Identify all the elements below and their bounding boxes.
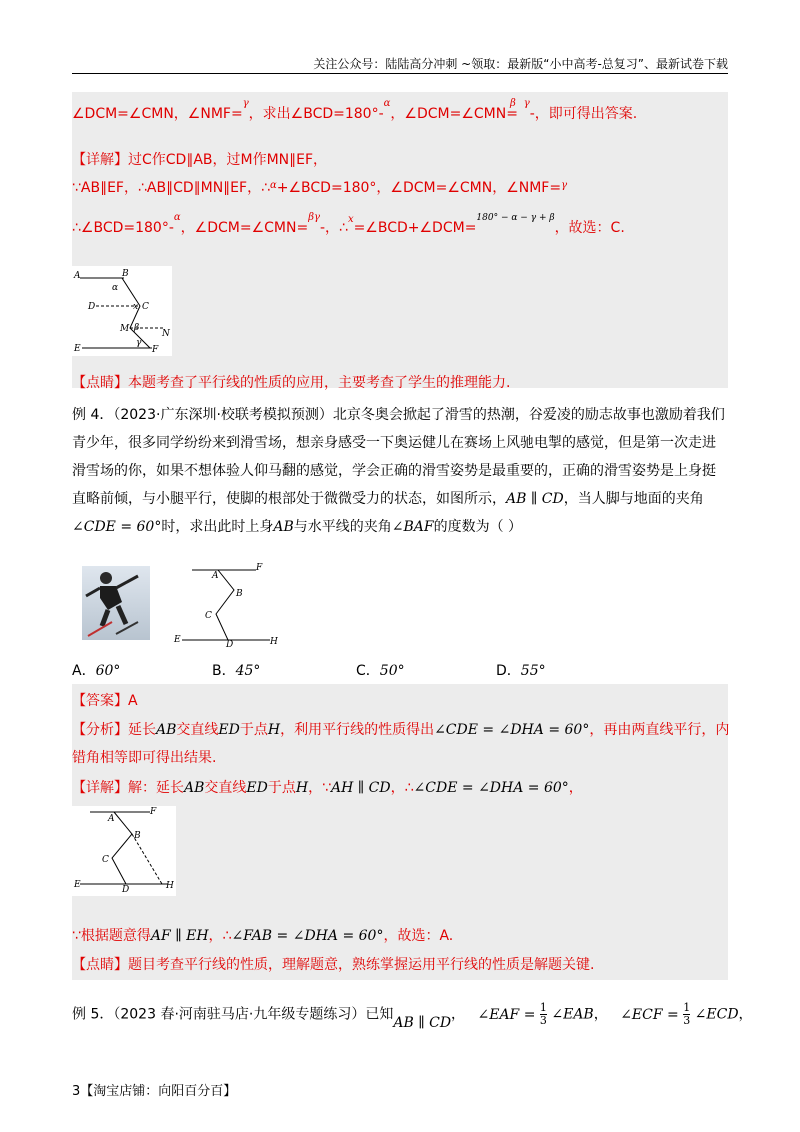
answer-line: 【答案】A	[72, 693, 138, 709]
fig1-label-alpha: α	[112, 283, 119, 293]
analysis-line-1: 【分析】延长AB交直线ED于点H，利用平行线的性质得出∠CDE = ∠DHA = 60°，再由两直线平行，内	[72, 722, 730, 738]
figure-skier-lines	[172, 562, 282, 648]
fig2-label-A: A	[212, 571, 219, 581]
figure-parallel-zigzag	[72, 266, 172, 356]
fig2-label-C: C	[205, 611, 212, 621]
fig1-label-B: B	[122, 269, 129, 279]
detail4-line-2: ∵根据题意得AF ∥ EH，∴∠FAB = ∠DHA = 60°，故选：A.	[72, 928, 454, 944]
example4-line-5: ∠CDE = 60°时，求出此时上身AB与水平线的夹角∠BAF的度数为（ ）	[72, 519, 523, 535]
fig1-label-x: x	[133, 302, 139, 312]
fig3-label-B: B	[134, 831, 141, 841]
comment-line-example4: 【点睛】题目考查平行线的性质，理解题意，熟练掌握运用平行线的性质是解题关键.	[72, 957, 595, 973]
fig2-label-B: B	[236, 589, 243, 599]
page-header: 关注公众号：陆陆高分冲刺 ~领取：最新版“小中高考-总复习”、最新试卷下载	[313, 57, 728, 71]
fig1-label-E: E	[74, 344, 81, 354]
header-rule	[72, 73, 728, 74]
fraction-one-third-1: $\frac{1}{3}$	[539, 1001, 547, 1027]
fig1-label-M: M	[120, 324, 130, 334]
example4-line-4: 直略前倾，与小腿平行，使脚的根部处于微微受力的状态，如图所示，AB ∥ CD，当人脚与地面的夹角	[72, 491, 704, 507]
option-a[interactable]: A．60°	[72, 663, 121, 679]
fig3-label-E: E	[74, 880, 81, 890]
example4-line-3: 滑雪场的你，如果不想体验人仰马翻的感觉，学会正确的滑雪姿势是最重要的，正确的滑雪姿势是上身挺	[72, 463, 716, 479]
fig1-label-A: A	[74, 271, 81, 281]
fig2-label-E: E	[174, 635, 181, 645]
option-c[interactable]: C．50°	[356, 663, 405, 679]
fig2-label-F: F	[256, 563, 263, 573]
fig2-label-D: D	[226, 640, 234, 648]
example5-line: 例 5．（2023 春·河南驻马店·九年级专题练习）已知AB ∥ CD， ∠EAF = $\frac{1}{3}$ ∠EAB， ∠ECF = $\frac{1}{3}$ ∠ECD，	[72, 1001, 753, 1031]
fig3-label-C: C	[102, 855, 109, 865]
fig1-label-F: F	[152, 345, 159, 355]
example4-line-2: 青少年，很多同学纷纷来到滑雪场，想亲身感受一下奥运健儿在赛场上风驰电掣的感觉，但是第一次走进	[72, 435, 716, 451]
comment-line-top: 【点睛】本题考查了平行线的性质的应用，主要考查了学生的推理能力.	[72, 375, 511, 391]
example4-question	[72, 401, 728, 541]
detail-line-3: ∴∠BCD=180°-$^\alpha$，∠DCM=∠CMN=$^{\beta\gamma}$-，∴$^x$=∠BCD+∠DCM=$^{180^\circ - \alpha - \gamma + \beta}$，故选：C.	[72, 212, 625, 236]
fig1-label-gamma: γ	[136, 338, 142, 348]
skier-photo	[82, 566, 150, 640]
fig3-label-H: H	[166, 881, 174, 891]
figure-solution-lines	[72, 806, 176, 896]
detail-line-2: ∵AB∥EF，∴AB∥CD∥MN∥EF，∴$^\alpha$+∠BCD=180°，∠DCM=∠CMN，∠NMF=$^\gamma$	[72, 180, 568, 196]
page-footer: 3【淘宝店铺：向阳百分百】	[72, 1084, 237, 1099]
fig3-label-F: F	[150, 807, 157, 817]
option-b[interactable]: B．45°	[212, 663, 261, 679]
solution-line-1: ∠DCM=∠CMN，∠NMF=$^\gamma$，求出∠BCD=180°-$^\alpha$，∠DCM=∠CMN=$^\beta$ $^\gamma$-，即可得出答案.	[72, 98, 638, 122]
fraction-one-third-2: $\frac{1}{3}$	[683, 1001, 691, 1027]
fig1-label-beta: β	[134, 323, 140, 333]
fig1-label-C: C	[142, 302, 149, 312]
fig1-label-N: N	[162, 329, 170, 339]
analysis-line-2: 错角相等即可得出结果.	[72, 750, 217, 766]
fig2-label-H: H	[270, 637, 278, 647]
detail4-line-1: 【详解】解：延长AB交直线ED于点H，∵AH ∥ CD，∴∠CDE = ∠DHA = 60°，	[72, 780, 583, 796]
example4-line-1: 例 4．（2023·广东深圳·校联考模拟预测）北京冬奥会掀起了滑雪的热潮，谷爱凌的励志故事也激励着我们	[72, 407, 725, 423]
fig3-label-A: A	[108, 814, 115, 824]
fig3-label-D: D	[122, 885, 130, 895]
option-d[interactable]: D．55°	[496, 663, 546, 679]
detail-line-1: 【详解】过C作CD∥AB，过M作MN∥EF，	[72, 152, 328, 168]
fig1-label-D: D	[88, 302, 96, 312]
